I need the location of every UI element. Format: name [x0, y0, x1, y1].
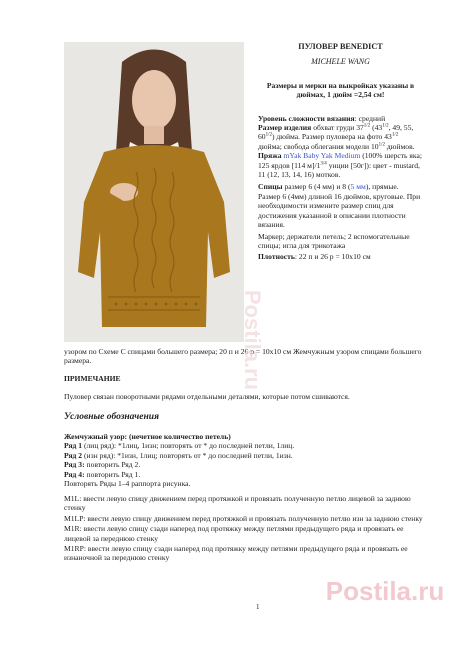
fraction: 3/4 [320, 161, 327, 167]
pattern-name: Жемчужный узор: (нечетное количество петель) [64, 432, 231, 441]
fraction: 1/2 [382, 123, 389, 129]
abbrev-label: M1L [64, 494, 80, 503]
difficulty-line [258, 114, 423, 123]
abbrev-m1l [64, 494, 424, 513]
row-text: (лиц ряд): *1лиц, 1изн; повторять от * до последней петли, 1лиц. [82, 441, 295, 451]
pattern-specs [258, 42, 423, 262]
abbrev-text: : ввести левую спицу сзади наперед под протяжку между петлями предыдущего ряда и провязать ее лицевой за переднюю стенку [64, 524, 404, 543]
fraction: 1/2 [363, 123, 371, 129]
abbrev-m1lp [64, 514, 424, 523]
difficulty-value: : средний [354, 113, 386, 123]
gauge-label: Плотность [258, 252, 295, 262]
row-label: Ряд 1 [64, 441, 83, 451]
abbrev-text: : ввести левую спицу сзади наперед под протяжку между петлями предыдущего ряда и провязать ее изнаночной за переднюю стенку [64, 544, 408, 563]
legend-block [64, 432, 424, 488]
row-1 [64, 441, 424, 450]
note-heading [64, 374, 424, 383]
repeat-note: Повторять Ряды 1–4 раппорта рисунка. [64, 479, 191, 489]
row-text: (изн ряд): *1изн, 1лиц; повторять от * до последней петли, 1изн. [82, 450, 293, 460]
difficulty-label: Уровень сложности вязания [258, 113, 355, 123]
size-text: обхват груди 37 [311, 123, 364, 133]
yarn-label: Пряжа [258, 151, 282, 161]
row-label: Ряд 2 [64, 450, 83, 460]
row-text: повторить Ряд 1. [84, 469, 141, 479]
size-label: Размер изделия [258, 123, 312, 133]
row-2 [64, 451, 424, 460]
fraction: 1/2 [391, 132, 399, 138]
gauge-line [258, 252, 423, 261]
abbrev-block [64, 494, 424, 563]
yarn-line [258, 151, 423, 179]
row-4 [64, 470, 424, 479]
size-text: дюймов. [385, 141, 415, 151]
size-text: дюйма; свобода облегания модели 10 [258, 141, 379, 151]
size-text: (43 [370, 123, 383, 133]
needles-line [258, 182, 423, 229]
legend-heading [64, 412, 424, 422]
logo-text: Postila.ru [325, 576, 445, 606]
needles-text: размер 6 (4 мм) и 8 ( [282, 182, 351, 192]
watermark-text: Postila.ru [240, 289, 265, 391]
legend-heading-text: Условные обозначения [64, 412, 159, 422]
row-label: Ряд 3: [64, 460, 85, 470]
row-text: повторить Ряд 2. [84, 460, 141, 470]
size-line [258, 123, 423, 151]
designer-name: MICHELE WANG [311, 57, 370, 67]
abbrev-m1r [64, 524, 424, 543]
needles-text: ), прямые. Размер 6 (4мм) длиной 16 дюймов, круговые. При необходимости измените размер спиц для достижения указанной в описании плотности вязания. [258, 182, 421, 230]
yarn-text: (100% шерсть яка; 125 ярдов [114 м]/1 [258, 151, 422, 170]
fraction: 1/2 [265, 132, 272, 138]
row-3 [64, 460, 424, 469]
model-photo [64, 42, 244, 342]
gauge-continuation: узором по Схеме С спицами большего размера; 20 п и 26 р = 10х10 см Жемчужным узором спицами большего размера. [64, 347, 422, 366]
fraction: 1/2 [378, 142, 385, 148]
size-text: , 49, 55, 60 [258, 123, 414, 142]
needles-label: Спицы [258, 182, 283, 192]
postila-logo [325, 560, 445, 620]
note-heading-text: ПРИМЕЧАНИЕ [64, 374, 121, 383]
abbrev-text: : ввести левую спицу движением перед протяжкой и провязать полученную петлю лицевой за заднюю стенку [64, 494, 411, 513]
note-text: Пуловер связан поворотными рядами отдельными деталями, которые потом сшиваются. [64, 392, 350, 401]
abbrev-label: M1RP [64, 544, 84, 554]
logo-mark-icon [325, 560, 445, 620]
sizes-note: Размеры и мерки на выкройках указаны в дюймах, 1 дюйм =2,54 см! [266, 80, 415, 100]
yarn-text: унции [50г]): цвет - mustard, 11 (12, 13, 14, 16) мотков. [258, 160, 420, 180]
pattern-title: ПУЛОВЕР BENEDICT [298, 42, 383, 51]
yarn-name: mYak Baby Yak Medium [281, 151, 361, 161]
gauge-value: : 22 п и 26 р = 10х10 см [294, 252, 371, 262]
row-label: Ряд 4: [64, 469, 85, 479]
abbrev-text: : ввести левую спицу движением перед протяжкой и провязать полученную петлю изн за заднюю стенку [83, 513, 423, 523]
markers-line: Маркер; держатели петель; 2 вспомогательные спицы; игла для трикотажа [258, 231, 410, 250]
abbrev-label: M1R [64, 524, 80, 534]
abbrev-label: M1LP [64, 513, 84, 523]
sweater-illustration [64, 42, 244, 342]
needles-size: 5 мм [350, 182, 366, 192]
page-number: 1 [256, 603, 260, 611]
size-text: ) дюйма. Размер пуловера на фото 43 [271, 132, 392, 142]
